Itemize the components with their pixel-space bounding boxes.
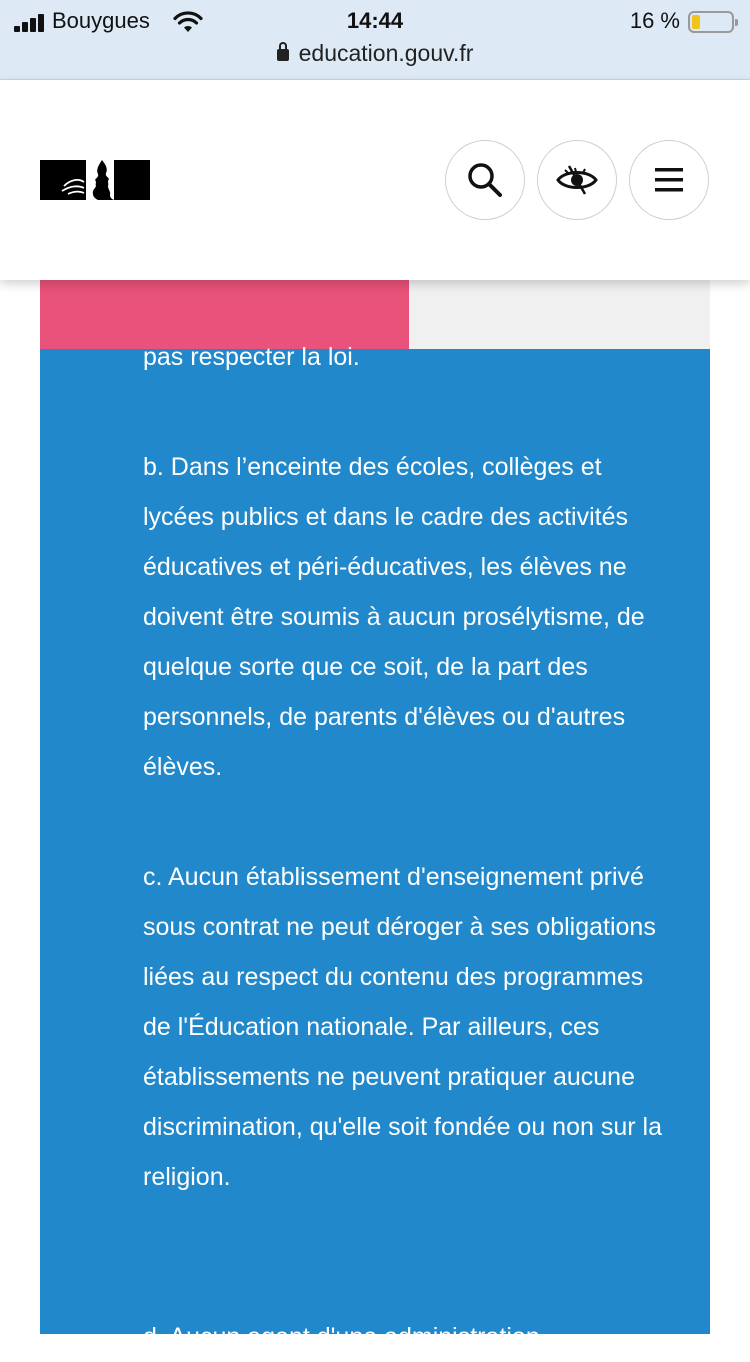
carrier-name: Bouygues <box>52 8 150 33</box>
site-header <box>0 80 750 280</box>
paragraph-top: pas respecter la loi. <box>143 343 360 371</box>
battery-percent: 16 % <box>629 8 680 33</box>
lock-icon <box>277 49 289 61</box>
marianne-logo[interactable] <box>40 160 150 200</box>
paragraph-d: d. Aucun agent d'une administration <box>143 1323 540 1351</box>
paragraph-b: b. Dans l’enceinte des écoles, collèges et lycées publics et dans le cadre des activités éducatives et péri-éducatives, les élèves ne doivent être soumis à aucun prosélytisme, de quelque sorte que ce soit, de la part des personnels, de parents d'élèves ou d'autres élèves. <box>143 453 645 781</box>
eye-icon <box>555 162 599 198</box>
accessibility-button[interactable] <box>537 140 617 220</box>
search-button[interactable] <box>445 140 525 220</box>
battery-icon <box>688 11 734 33</box>
search-icon <box>465 160 505 200</box>
hamburger-icon <box>653 167 685 193</box>
content-panel <box>40 343 710 1351</box>
paragraph-c: c. Aucun établissement d'enseignement privé sous contrat ne peut déroger à ses obligations liées au respect du contenu des programmes de l'Éducation nationale. Par ailleurs, ces établissements ne peuvent pratiquer aucune discrimination, qu'elle soit fondée ou non sur la religion. <box>143 863 662 1191</box>
menu-button[interactable] <box>629 140 709 220</box>
url-text: education.gouv.fr <box>298 40 474 66</box>
status-bar <box>0 0 750 80</box>
clock: 14:44 <box>346 8 404 33</box>
address-bar[interactable] <box>0 40 750 67</box>
